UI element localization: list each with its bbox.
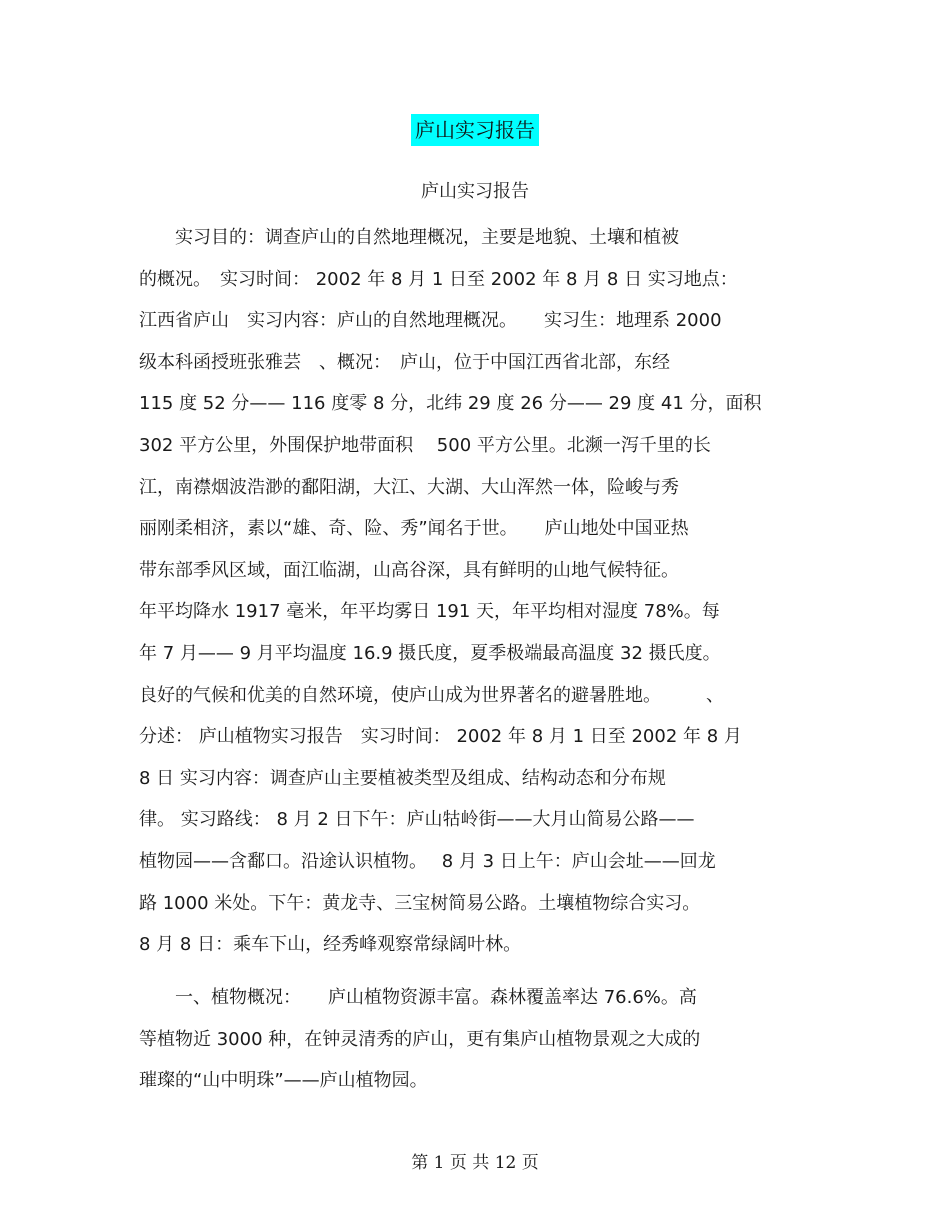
text-line: 植物园——含鄱口。沿途认识植物。 8 月 3 日上午：庐山会址——回龙: [139, 850, 716, 872]
text-line: 律。 实习路线： 8 月 2 日下午：庐山牯岭街——大月山简易公路——: [139, 809, 695, 831]
text-line: 良好的气候和优美的自然环境，使庐山成为世界著名的避暑胜地。 、: [139, 684, 724, 706]
text-line: 路 1000 米处。下午：黄龙寺、三宝树简易公路。土壤植物综合实习。: [139, 892, 701, 914]
text-line: 江，南襟烟波浩渺的鄱阳湖，大江、大湖、大山浑然一体，险峻与秀: [139, 476, 679, 498]
text-line: 实习目的：调查庐山的自然地理概况，主要是地貌、土壤和植被: [139, 227, 679, 248]
text-line: 302 平方公里，外围保护地带面积 500 平方公里。北濒一泻千里的长: [139, 434, 711, 456]
text-line: 8 日 实习内容：调查庐山主要植被类型及组成、结构动态和分布规: [139, 767, 666, 789]
document-title: 庐山实习报告: [411, 114, 539, 146]
text-line: 的概况。 实习时间： 2002 年 8 月 1 日至 2002 年 8 月 8 日 实习地点：: [139, 268, 738, 290]
text-line: 等植物近 3000 种，在钟灵清秀的庐山，更有集庐山植物景观之大成的: [139, 1028, 701, 1050]
page-footer: 第 1 页 共 12 页: [411, 1153, 539, 1173]
text-line: 江西省庐山 实习内容：庐山的自然地理概况。 实习生：地理系 2000: [139, 310, 722, 332]
text-line: 年平均降水 1917 毫米，年平均雾日 191 天，年平均相对湿度 78%。每: [139, 601, 720, 623]
text-line: 8 月 8 日：乘车下山，经秀峰观察常绿阔叶林。: [139, 934, 522, 956]
text-line: 丽刚柔相济，素以“雄、奇、险、秀”闻名于世。 庐山地处中国亚热: [139, 518, 689, 540]
text-line: 115 度 52 分—— 116 度零 8 分，北纬 29 度 26 分—— 29 度 41 分，面积: [139, 393, 762, 415]
text-line: 分述： 庐山植物实习报告 实习时间： 2002 年 8 月 1 日至 2002 年 8 月: [139, 726, 742, 748]
text-line: 年 7 月—— 9 月平均温度 16.9 摄氏度，夏季极端最高温度 32 摄氏度。: [139, 642, 721, 664]
body-paragraph-2: [139, 977, 811, 1102]
text-line: 级本科函授班张雅芸 、概况： 庐山，位于中国江西省北部，东经: [139, 351, 670, 373]
body-paragraph-1: [139, 217, 811, 966]
title-container: [0, 114, 950, 146]
text-line: 璀璨的“山中明珠”——庐山植物园。: [139, 1070, 428, 1092]
text-line: 带东部季风区域，面江临湖，山高谷深，具有鲜明的山地气候特征。: [139, 559, 679, 581]
text-line: 一、植物概况： 庐山植物资源丰富。森林覆盖率达 76.6%。高: [139, 987, 697, 1008]
document-subtitle: 庐山实习报告: [421, 181, 529, 202]
